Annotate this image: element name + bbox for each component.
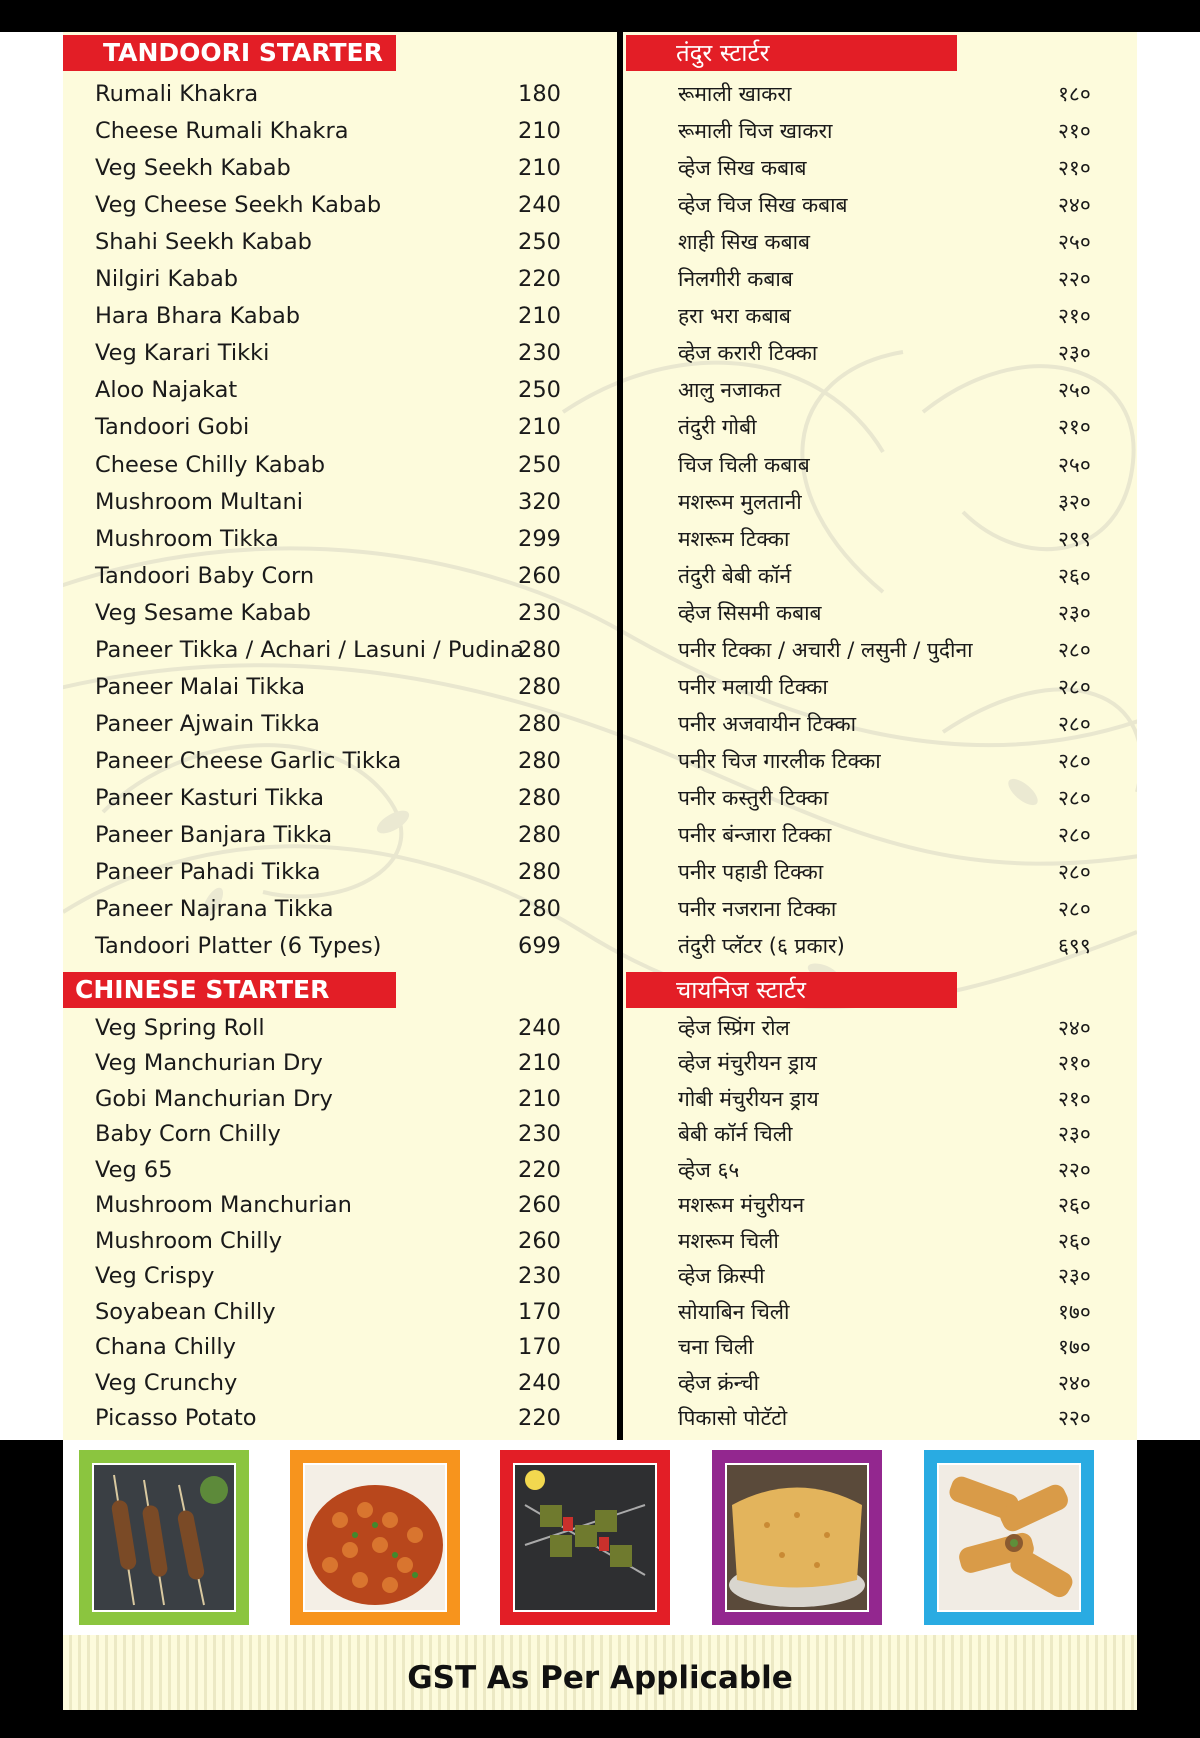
tandoori-item-hi-name: आलु नजाकत [678, 378, 782, 403]
tandoori-item-hi-price: २८० [1058, 711, 1091, 736]
tandoori-item-en-price: 280 [518, 859, 561, 886]
tandoori-item-en-row [95, 484, 578, 521]
chinese-item-hi-name: व्हेज ६५ [678, 1157, 740, 1182]
tandoori-item-en-row [95, 743, 578, 780]
tandoori-item-hi-name: रूमाली चिज खाकरा [678, 119, 833, 144]
tandoori-item-hi-row [678, 780, 1118, 817]
tandoori-item-hi-price: २१० [1058, 119, 1091, 144]
tandoori-item-hi-row [678, 669, 1118, 706]
top-black-bar [0, 0, 1200, 32]
tandoori-item-hi-price: ६९९ [1058, 934, 1091, 959]
tandoori-item-hi-price: १८० [1058, 82, 1091, 106]
tandoori-item-en-row [95, 261, 578, 298]
tandoori-item-en-price: 240 [518, 192, 561, 219]
tandoori-item-hi-price: २८० [1058, 785, 1091, 810]
chinese-item-hi-row [678, 1152, 1118, 1189]
tandoori-item-en-row [95, 854, 578, 891]
tandoori-item-hi-name: मशरूम टिक्का [678, 526, 790, 551]
tandoori-item-en-name: Nilgiri Kabab [95, 266, 239, 293]
tandoori-item-en-price: 699 [518, 933, 561, 960]
photo-spring-roll [924, 1450, 1094, 1625]
chinese-item-hi-name: मशरूम चिली [678, 1228, 779, 1253]
tandoori-item-en-row [95, 298, 578, 335]
chinese-header-hi [626, 972, 957, 1008]
tandoori-item-en-name: Paneer Tikka / Achari / Lasuni / Pudina [95, 636, 524, 663]
tandoori-item-en-price: 280 [518, 784, 561, 811]
tandoori-item-en-price: 280 [518, 822, 561, 848]
tandoori-item-en-row [95, 409, 578, 446]
chinese-item-en-name: Veg 65 [95, 1156, 173, 1183]
tandoori-item-en-row [95, 817, 578, 854]
chinese-item-en-price: 220 [518, 1156, 561, 1183]
bottom-black-bar [0, 1710, 1200, 1738]
tandoori-item-en-row [95, 558, 578, 595]
tandoori-item-hi-name: व्हेज सिख कबाब [678, 156, 807, 181]
chinese-item-hi-price: २२० [1058, 1405, 1091, 1430]
tandoori-item-hi-name: निलगीरी कबाब [678, 267, 793, 292]
tandoori-item-hi-price: २८० [1058, 860, 1091, 885]
tandoori-item-en-price: 299 [518, 525, 561, 552]
chinese-item-en-price: 210 [518, 1050, 561, 1077]
chinese-item-en-row [95, 1223, 578, 1260]
tandoori-item-en-name: Hara Bhara Kabab [95, 303, 301, 330]
tandoori-item-hi-row [678, 595, 1118, 632]
tandoori-item-hi-name: पनीर पहाडी टिक्का [678, 860, 824, 885]
tandoori-item-en-name: Veg Cheese Seekh Kabab [95, 192, 382, 219]
chinese-item-en-name: Veg Manchurian Dry [95, 1050, 323, 1077]
chinese-item-en-row [95, 1010, 578, 1047]
tandoori-item-en-price: 280 [518, 710, 561, 737]
tandoori-item-hi-name: रूमाली खाकरा [678, 82, 792, 106]
tandoori-item-hi-name: पनीर अजवायीन टिक्का [678, 711, 857, 736]
tandoori-item-en-price: 280 [518, 747, 561, 774]
chinese-item-hi-price: २१० [1058, 1086, 1091, 1111]
tandoori-item-hi-row [678, 743, 1118, 780]
tandoori-item-en-name: Shahi Seekh Kabab [95, 229, 312, 256]
tandoori-item-hi-name: पनीर नजराना टिक्का [678, 897, 837, 922]
chinese-item-hi-name: मशरूम मंचुरीयन [678, 1193, 805, 1218]
tandoori-item-hi-price: २४० [1058, 193, 1091, 218]
photo-paneer-tikka [500, 1450, 670, 1625]
chinese-item-en-row [95, 1365, 578, 1402]
chinese-item-hi-price: १७० [1058, 1299, 1091, 1324]
tandoori-item-hi-price: २८० [1058, 823, 1091, 847]
tandoori-item-hi-row [678, 409, 1118, 446]
tandoori-item-hi-price: २८० [1058, 674, 1091, 699]
chinese-item-hi-row [678, 1010, 1118, 1047]
tandoori-item-en-name: Tandoori Baby Corn [95, 562, 315, 589]
tandoori-item-hi-name: पनीर चिज गारलीक टिक्का [678, 748, 881, 773]
chinese-item-hi-row [678, 1365, 1118, 1402]
chinese-item-en-name: Chana Chilly [95, 1334, 236, 1361]
tandoori-item-en-name: Veg Karari Tikki [95, 340, 270, 367]
rumali-khakra-photo-icon [727, 1465, 867, 1610]
tandoori-item-hi-price: २२० [1058, 267, 1091, 292]
chinese-item-en-name: Picasso Potato [95, 1404, 257, 1431]
tandoori-item-en-row [95, 632, 578, 669]
chinese-item-en-row [95, 1081, 578, 1118]
chinese-item-en-row [95, 1116, 578, 1153]
chinese-item-en-price: 260 [518, 1192, 561, 1219]
tandoori-item-en-row [95, 521, 578, 558]
chinese-item-hi-price: २३० [1058, 1264, 1091, 1289]
tandoori-item-en-price: 180 [518, 81, 561, 107]
tandoori-item-en-name: Paneer Cheese Garlic Tikka [95, 747, 402, 774]
tandoori-item-hi-price: २५० [1058, 230, 1091, 255]
chinese-item-hi-name: व्हेज क्रंन्ची [678, 1370, 760, 1395]
tandoori-item-en-row [95, 595, 578, 632]
tandoori-item-en-row [95, 150, 578, 187]
tandoori-item-en-price: 210 [518, 414, 561, 441]
tandoori-item-en-name: Cheese Chilly Kabab [95, 451, 326, 478]
spring-roll-photo-icon [939, 1465, 1079, 1610]
tandoori-item-en-row [95, 780, 578, 817]
tandoori-item-hi-row [678, 521, 1118, 558]
tandoori-item-en-name: Paneer Najrana Tikka [95, 896, 334, 923]
tandoori-item-en-price: 320 [518, 488, 561, 515]
chinese-item-hi-name: व्हेज मंचुरीयन ड्राय [678, 1051, 817, 1076]
tandoori-item-en-price: 250 [518, 377, 561, 404]
left-margin [0, 32, 63, 1440]
chinese-item-en-price: 210 [518, 1085, 561, 1112]
chinese-item-en-row [95, 1258, 578, 1295]
tandoori-item-en-price: 230 [518, 340, 561, 367]
chinese-item-hi-name: बेबी कॉर्न चिली [678, 1122, 793, 1147]
chinese-item-hi-price: १७० [1058, 1335, 1091, 1360]
chinese-item-en-name: Gobi Manchurian Dry [95, 1085, 333, 1112]
chinese-item-en-name: Veg Crispy [95, 1263, 215, 1290]
tandoori-item-en-row [95, 669, 578, 706]
tandoori-item-hi-row [678, 447, 1118, 484]
tandoori-item-en-name: Rumali Khakra [95, 81, 259, 107]
chinese-item-en-row [95, 1400, 578, 1437]
tandoori-item-en-row [95, 113, 578, 150]
chinese-item-en-price: 170 [518, 1334, 561, 1361]
chinese-item-hi-price: २६० [1058, 1228, 1091, 1253]
tandoori-item-en-name: Mushroom Tikka [95, 525, 279, 552]
tandoori-item-hi-price: २३० [1058, 341, 1091, 366]
chinese-item-hi-price: २४० [1058, 1016, 1091, 1040]
tandoori-header-hi [626, 35, 957, 71]
chinese-item-hi-name: चना चिली [678, 1335, 754, 1360]
chinese-item-en-price: 240 [518, 1015, 561, 1041]
tandoori-item-en-price: 220 [518, 266, 561, 293]
tandoori-item-hi-price: २५० [1058, 452, 1091, 477]
tandoori-item-hi-row [678, 113, 1118, 150]
tandoori-item-hi-row [678, 558, 1118, 595]
tandoori-item-hi-row [678, 632, 1118, 669]
tandoori-item-hi-row [678, 928, 1118, 965]
tandoori-item-en-row [95, 187, 578, 224]
tandoori-item-hi-name: पनीर मलायी टिक्का [678, 674, 828, 699]
photo-chana-chilly [290, 1450, 460, 1625]
tandoori-item-hi-row [678, 76, 1118, 113]
tandoori-item-hi-row [678, 854, 1118, 891]
tandoori-item-hi-name: पनीर टिक्का / अचारी / लसुनी / पुदीना [678, 637, 973, 662]
tandoori-item-hi-name: पनीर बंन्जारा टिक्का [678, 823, 832, 847]
tandoori-item-hi-name: व्हेज चिज सिख कबाब [678, 193, 848, 218]
chinese-item-en-row [95, 1294, 578, 1331]
tandoori-item-hi-price: २८० [1058, 637, 1091, 662]
chinese-item-hi-row [678, 1116, 1118, 1153]
seekh-kabab-photo-icon [94, 1465, 234, 1610]
tandoori-item-en-price: 230 [518, 599, 561, 626]
column-divider [617, 32, 623, 1440]
tandoori-item-en-name: Tandoori Platter (6 Types) [95, 933, 382, 960]
chinese-item-en-price: 260 [518, 1227, 561, 1254]
chinese-item-hi-name: गोबी मंचुरीयन ड्राय [678, 1086, 819, 1111]
tandoori-item-hi-price: २८० [1058, 748, 1091, 773]
tandoori-item-hi-name: व्हेज सिसमी कबाब [678, 600, 822, 625]
chinese-title-en: CHINESE STARTER [75, 975, 330, 1004]
chinese-item-hi-name: व्हेज क्रिस्पी [678, 1264, 765, 1289]
tandoori-header-en [63, 35, 396, 71]
chinese-item-hi-row [678, 1329, 1118, 1366]
chinese-title-hi: चायनिज स्टार्टर [676, 976, 806, 1004]
paneer-tikka-photo-icon [515, 1465, 655, 1610]
tandoori-item-hi-row [678, 150, 1118, 187]
photo-seekh-kabab [79, 1450, 249, 1625]
tandoori-item-hi-name: तंदुरी बेबी कॉर्न [678, 563, 792, 588]
chinese-item-en-price: 230 [518, 1121, 561, 1148]
chinese-item-hi-price: २३० [1058, 1122, 1091, 1147]
chinese-item-en-price: 230 [518, 1263, 561, 1290]
tandoori-item-en-name: Paneer Kasturi Tikka [95, 784, 325, 811]
tandoori-item-en-name: Mushroom Multani [95, 488, 304, 515]
tandoori-item-en-name: Veg Sesame Kabab [95, 599, 311, 626]
tandoori-item-hi-row [678, 187, 1118, 224]
tandoori-item-en-price: 250 [518, 229, 561, 256]
tandoori-item-hi-price: २३० [1058, 600, 1091, 625]
tandoori-item-en-row [95, 891, 578, 928]
tandoori-item-en-row [95, 928, 578, 965]
tandoori-item-en-name: Paneer Pahadi Tikka [95, 859, 321, 886]
chinese-item-en-name: Veg Spring Roll [95, 1015, 265, 1041]
chinese-header-en [63, 972, 396, 1008]
chinese-item-hi-row [678, 1294, 1118, 1331]
chinese-item-en-name: Mushroom Manchurian [95, 1192, 352, 1219]
gst-note: GST As Per Applicable [407, 1660, 793, 1696]
chinese-item-en-price: 240 [518, 1369, 561, 1396]
tandoori-title-en: TANDOORI STARTER [103, 38, 383, 67]
tandoori-item-hi-name: मशरूम मुलतानी [678, 489, 802, 514]
tandoori-item-hi-name: शाही सिख कबाब [678, 230, 811, 255]
tandoori-item-en-price: 210 [518, 155, 561, 182]
tandoori-item-en-price: 260 [518, 562, 561, 589]
chinese-item-en-name: Veg Crunchy [95, 1369, 238, 1396]
tandoori-item-en-name: Veg Seekh Kabab [95, 155, 291, 182]
tandoori-item-en-price: 280 [518, 896, 561, 923]
chana-chilly-photo-icon [305, 1465, 445, 1610]
tandoori-item-hi-name: हरा भरा कबाब [678, 304, 791, 329]
chinese-item-hi-row [678, 1223, 1118, 1260]
tandoori-item-hi-row [678, 298, 1118, 335]
tandoori-item-en-price: 280 [518, 636, 561, 663]
tandoori-item-en-price: 210 [518, 118, 561, 145]
chinese-item-hi-row [678, 1045, 1118, 1082]
tandoori-item-hi-price: २१० [1058, 304, 1091, 329]
tandoori-item-hi-row [678, 261, 1118, 298]
tandoori-item-hi-name: व्हेज करारी टिक्का [678, 341, 818, 366]
chinese-item-hi-name: पिकासो पोटॅटो [678, 1405, 788, 1430]
tandoori-item-en-name: Paneer Ajwain Tikka [95, 710, 320, 737]
chinese-item-en-name: Baby Corn Chilly [95, 1121, 281, 1148]
tandoori-item-en-row [95, 372, 578, 409]
chinese-item-hi-row [678, 1081, 1118, 1118]
tandoori-item-hi-row [678, 817, 1118, 854]
chinese-item-hi-row [678, 1400, 1118, 1437]
tandoori-item-hi-price: ३२० [1058, 489, 1091, 514]
tandoori-item-hi-name: तंदुरी प्लॅटर (६ प्रकार) [678, 934, 845, 959]
tandoori-item-hi-row [678, 484, 1118, 521]
tandoori-item-en-name: Tandoori Gobi [95, 414, 250, 441]
tandoori-item-en-row [95, 224, 578, 261]
chinese-item-en-row [95, 1329, 578, 1366]
tandoori-item-en-row [95, 76, 578, 113]
tandoori-item-en-price: 280 [518, 673, 561, 700]
tandoori-item-hi-name: पनीर कस्तुरी टिक्का [678, 785, 829, 810]
chinese-item-en-price: 220 [518, 1404, 561, 1431]
tandoori-item-hi-row [678, 224, 1118, 261]
tandoori-item-en-price: 210 [518, 303, 561, 330]
chinese-item-hi-name: व्हेज स्प्रिंग रोल [678, 1016, 790, 1040]
chinese-item-hi-price: २२० [1058, 1157, 1091, 1182]
chinese-item-hi-row [678, 1187, 1118, 1224]
tandoori-item-hi-price: २१० [1058, 415, 1091, 440]
tandoori-item-hi-price: २८० [1058, 897, 1091, 922]
chinese-item-hi-row [678, 1258, 1118, 1295]
chinese-item-hi-name: सोयाबिन चिली [678, 1299, 790, 1324]
tandoori-item-hi-row [678, 372, 1118, 409]
chinese-item-en-row [95, 1152, 578, 1189]
tandoori-item-hi-price: २५० [1058, 378, 1091, 403]
tandoori-item-hi-row [678, 891, 1118, 928]
tandoori-item-en-name: Paneer Banjara Tikka [95, 822, 333, 848]
tandoori-item-en-name: Cheese Rumali Khakra [95, 118, 349, 145]
tandoori-item-en-row [95, 706, 578, 743]
chinese-item-hi-price: २६० [1058, 1193, 1091, 1218]
tandoori-item-en-row [95, 447, 578, 484]
chinese-item-hi-price: २१० [1058, 1051, 1091, 1076]
right-margin [1137, 32, 1200, 1440]
tandoori-item-hi-price: २१० [1058, 156, 1091, 181]
chinese-item-hi-price: २४० [1058, 1370, 1091, 1395]
tandoori-item-hi-row [678, 706, 1118, 743]
tandoori-title-hi: तंदुर स्टार्टर [676, 39, 770, 67]
tandoori-item-hi-price: २९९ [1058, 526, 1091, 551]
chinese-item-en-price: 170 [518, 1298, 561, 1325]
tandoori-item-en-price: 250 [518, 451, 561, 478]
tandoori-item-en-name: Aloo Najakat [95, 377, 238, 404]
chinese-item-en-name: Soyabean Chilly [95, 1298, 276, 1325]
photo-rumali-khakra [712, 1450, 882, 1625]
tandoori-item-hi-name: चिज चिली कबाब [678, 452, 810, 477]
tandoori-item-hi-row [678, 335, 1118, 372]
tandoori-item-hi-price: २६० [1058, 563, 1091, 588]
chinese-item-en-name: Mushroom Chilly [95, 1227, 283, 1254]
tandoori-item-hi-name: तंदुरी गोबी [678, 415, 757, 440]
chinese-item-en-row [95, 1045, 578, 1082]
tandoori-item-en-row [95, 335, 578, 372]
tandoori-item-en-name: Paneer Malai Tikka [95, 673, 306, 700]
chinese-item-en-row [95, 1187, 578, 1224]
